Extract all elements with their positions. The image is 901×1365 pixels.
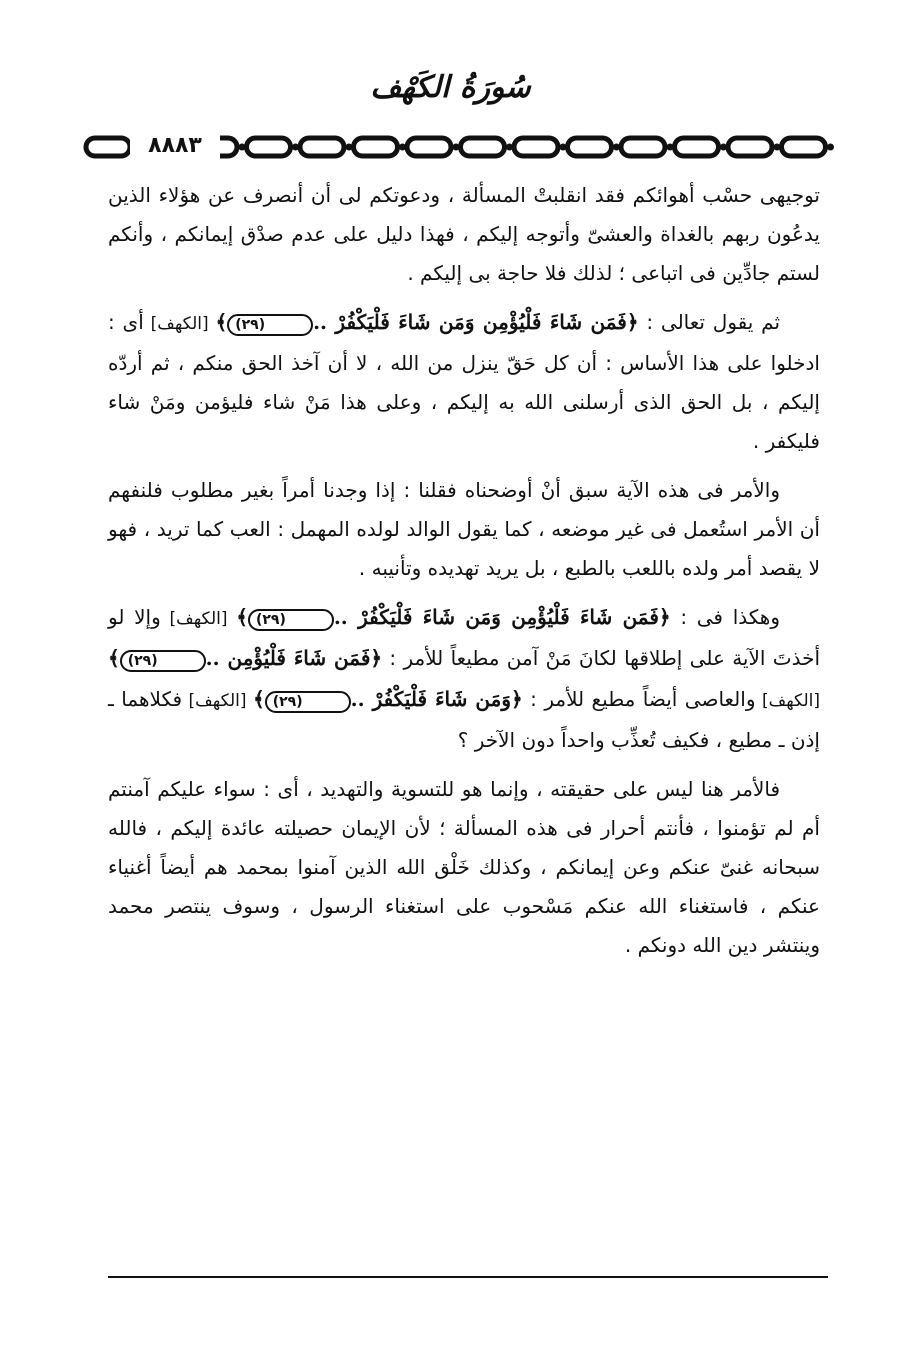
surah-reference: [الكهف] <box>143 314 216 334</box>
quran-verse: ﴾ <box>253 687 265 711</box>
verse-number-badge: (٢٩) <box>248 609 334 631</box>
paragraph <box>108 770 820 965</box>
surah-reference: [الكهف] <box>755 691 820 711</box>
paragraph <box>108 176 820 293</box>
body-text: أى : ادخلوا على هذا الأساس : أن كل حَقّ ينزل من الله ، لا أن آخذ الحق منكم ، ثم أردّه إليكم ، بل الحق الذى أرسلنى الله به إليكم ، وعلى هذا مَنْ شاء فليؤمن ومَنْ شاء فليكفر . <box>108 310 820 453</box>
footer-divider <box>108 1276 828 1278</box>
verse-number-badge: (٢٩) <box>265 691 351 713</box>
body-text: فالأمر هنا ليس على حقيقته ، وإنما هو للتسوية والتهديد ، أى : سواء عليكم آمنتم أم لم تؤمنوا ، فأنتم أحرار فى هذه المسألة ؛ لأن الإيمان حصيلته عائدة إليكم ، فالله سبحانه غنىّ عنكم وعن إيمانكم ، وكذلك خَلْق الله الذين آمنوا بمحمد هم أيضاً أغنياء عنكم ، فاستغناء الله عنكم مَسْحوب على استغناء الرسول ، وسوف ينتصر محمد وينتشر دين الله دونكم . <box>108 777 820 957</box>
body-text: وهكذا فى : <box>670 605 780 629</box>
body-text: توجيهى حسْب أهوائكم فقد انقلبتْ المسألة ، ودعوتكم لى أن أنصرف عن هؤلاء الذين يدعُون ربهم بالغداة والعشىّ وأتوجه إليكم ، فهذا دليل على عدم صدْق إيمانكم ، وأنكم لستم جادِّين فى اتباعى ؛ لذلك فلا حاجة بى إليكم . <box>108 183 820 285</box>
body-text: ثم يقول تعالى : <box>638 310 781 334</box>
quran-verse: ﴿فَمَن شَاءَ فَلْيُؤْمِن وَمَن شَاءَ فَلْيَكْفُرْ .. <box>333 605 671 629</box>
quran-verse: ﴿فَمَن شَاءَ فَلْيُؤْمِن وَمَن شَاءَ فَلْيَكْفُرْ .. <box>313 310 639 334</box>
surah-reference: [الكهف] <box>182 691 254 711</box>
surah-title: سُورَةُ الكَهْف <box>370 70 531 105</box>
paragraph <box>108 598 820 760</box>
verse-number-badge: (٢٩) <box>227 314 313 336</box>
surah-reference: [الكهف] <box>160 609 237 629</box>
verse-number-badge: (٢٩) <box>120 650 206 672</box>
page-body <box>108 176 820 975</box>
body-text: فكلاهما ـ إذن ـ مطيع ، فكيف تُعذِّب واحداً دون الآخر ؟ <box>108 687 820 752</box>
quran-verse: ﴾ <box>215 310 228 334</box>
page-number: ٨٨٨٣ <box>130 132 220 160</box>
quran-verse: ﴾ <box>236 605 248 629</box>
body-text: والأمر فى هذه الآية سبق أنْ أوضحناه فقلنا : إذا وجدنا أمراً بغير مطلوب فلنفهم أن الأمر استُعمل فى غير موضعه ، كما يقول الوالد لولده المهمل : العب كما تريد ، فهو لا يقصد أمر ولده باللعب بالطبع ، بل يريد تهديده وتأنيبه . <box>108 478 820 580</box>
body-text: وإلا لو أخذتَ الآية على إطلاقها لكانَ مَنْ آمن مطيعاً للأمر : <box>108 605 821 670</box>
quran-verse: ﴿وَمَن شَاءَ فَلْيَكْفُرْ .. <box>350 687 523 711</box>
quran-verse: ﴾ <box>108 646 120 670</box>
paragraph <box>108 303 820 461</box>
quran-verse: ﴿فَمَن شَاءَ فَلْيُؤْمِن .. <box>205 646 383 670</box>
paragraph <box>108 471 820 588</box>
body-text: والعاصى أيضاً مطيع للأمر : <box>522 687 756 711</box>
